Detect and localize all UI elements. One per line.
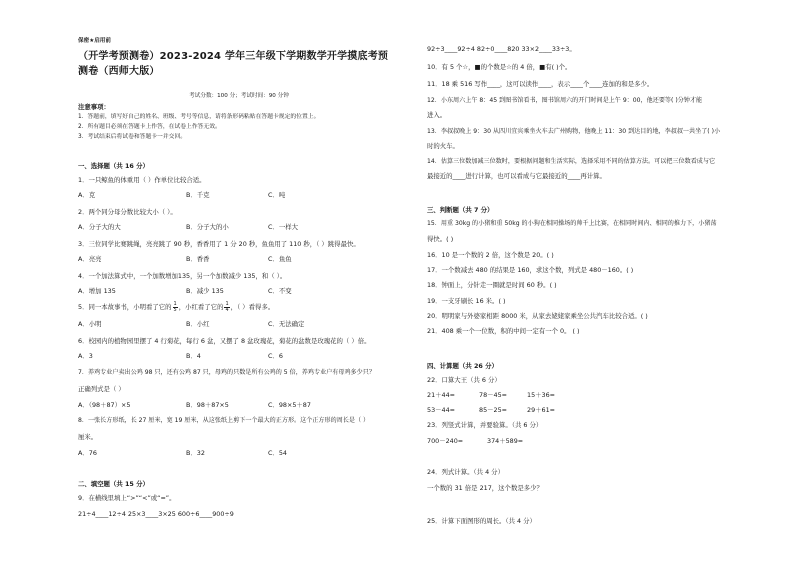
q15-line1: 15．用重 30kg 的小猪和重 50kg 的小狗在相同操场的帅千上比赛，在相同时间内、相同的推力下，小猪荡	[427, 220, 717, 227]
q14-line2: 最接近的____进行计算，也可以看成与它最接近的____再计算。	[427, 172, 606, 180]
q17: 17．一个数减去 480 的结果是 160，求这个数，列式是 480－160。( )	[427, 266, 634, 274]
q7-option-b: B．98＋87×5	[186, 401, 229, 409]
q5-stem-mid: ，小红看了它的	[178, 303, 224, 311]
q7-stem-line1: 7．养鸡专业户卖出公鸡 98 只，还有公鸡 87 只，母鸡的只数是所有公鸡的 5 倍，养鸡专业户有母鸡多少只？	[78, 369, 375, 376]
q4-option-a: A．增加 135	[78, 287, 116, 295]
q5-stem-post: ，（ ）看得多。	[230, 303, 275, 311]
note-item-2: 2．所有题目必须在答题卡上作答，在试卷上作答无效。	[78, 124, 221, 130]
section-choice-heading: 一、选择题（共 16 分）	[78, 162, 149, 170]
q23: 23．列竖式计算，并要验算。（共 6 分）	[427, 421, 543, 429]
fraction-one-fifth: $\frac{1}{5}$	[173, 300, 177, 313]
q2-stem: 2．两个同分母分数比较大小（ ）。	[78, 208, 177, 216]
q5-stem	[78, 301, 274, 313]
calc-item: 700－240=	[427, 437, 464, 445]
q6-option-a: A．3	[78, 352, 93, 360]
note-item-3: 3．考试结束后将试卷和答题卡一并交回。	[78, 134, 187, 140]
q7-option-a: A．（98＋87）×5	[78, 401, 131, 409]
calc-item: 53－44=	[427, 406, 456, 414]
q9-line1: 21÷4____12÷4 25×3____3×25 600÷6____900÷9	[78, 510, 234, 518]
q3-stem: 3．三位同学比赛跳绳，亮亮跳了 90 秒，香香用了 1 分 20 秒，鱼鱼用了 110 秒，（ ）跳得最快。	[78, 240, 360, 248]
q13-line1: 13．李叔叔晚上 9：30 从四川宜宾乘坐火车去广州购物，他晚上 11：30 到达目的地，李叔叔一共坐了( )小	[427, 128, 721, 135]
q14-line1: 14．估算三位数加减三位数时，要根据问题和生活实际，选择采用不同的估算方法。可以把三位数看成与它	[427, 158, 716, 165]
q8-option-b: B．32	[186, 449, 205, 457]
q5-stem-pre: 5．同一本故事书，小明看了它的	[78, 303, 172, 311]
q2-option-a: A．分子大的大	[78, 223, 121, 231]
exam-meta: 考试分数：100 分；考试时间：90 分钟	[189, 93, 289, 99]
q13-line2: 时的火车。	[427, 142, 459, 150]
q4-stem: 4．一个加法算式中，一个加数增加135，另一个加数减少 135，和（ ）。	[78, 272, 287, 280]
section-judge-heading: 三、判断题（共 7 分）	[427, 206, 494, 214]
calc-item: 374＋589=	[487, 437, 524, 445]
fraction-one-fourth: $\frac{1}{4}$	[225, 300, 229, 313]
q2-option-c: C．一样大	[268, 223, 299, 231]
q6-option-b: B．4	[186, 352, 201, 360]
q16: 16．10 是一个数的 2 倍，这个数是 20。( )	[427, 251, 554, 259]
q2-option-b: B．分子大的小	[186, 223, 229, 231]
q3-option-a: A．亮亮	[78, 255, 102, 263]
q25: 25．计算下面图形的周长。（共 4 分）	[427, 517, 536, 525]
q6-stem: 6．校园内的植物园里摆了 4 行菊花，每行 6 盆，又摆了 8 盆玫瑰花，菊花的盆数是玫瑰花的（ ）倍。	[78, 337, 371, 345]
q7-option-c: C．98×5＋87	[268, 401, 311, 409]
q24-stem: 一个数的 31 倍是 217，这个数是多少？	[427, 484, 543, 492]
q9-stem: 9．在横线里填上“>”“<”或“=”。	[78, 494, 176, 502]
q4-option-c: C．不变	[268, 287, 292, 295]
q18: 18．钟面上，分针走一圈就是时间 60 秒。( )	[427, 281, 557, 289]
q1-option-a: A．克	[78, 191, 96, 199]
calc-item: 29＋61=	[527, 406, 556, 414]
q21: 21．408 乘一个一位数，积的中间一定有一个 0。 ( )	[427, 327, 580, 335]
q8-option-a: A．76	[78, 449, 97, 457]
q1-option-b: B．千克	[186, 191, 210, 199]
q1-option-c: C．吨	[268, 191, 286, 199]
q7-stem-line2: 正确列式是（ ）	[78, 385, 125, 393]
note-item-1: 1．答题前，填写好自己的姓名、班级、考号等信息，请将条形码粘贴在答题卡规定的位置上。	[78, 114, 320, 120]
q10: 10．有 5 个☆，■的个数是☆的 4 倍，■有( )个。	[427, 63, 572, 71]
q11: 11．18 乘 516 写作____，这可以读作____，表示____个____连加的和是多少。	[427, 80, 654, 88]
confidential-label: 保密★启用前	[78, 38, 111, 44]
q6-option-c: C．6	[268, 352, 283, 360]
q15-line2: 得快。( )	[427, 235, 454, 243]
q12-line1: 12．小东周六上午 8：45 到图书馆看书，图书馆周六的开门时间是上午 9：00，他还要等( )分钟才能	[427, 97, 703, 104]
q8-option-c: C．54	[268, 449, 287, 457]
q1-stem: 1．一只鲸鱼的体重用（ ）作单位比较合适。	[78, 176, 206, 184]
calc-item: 78－45=	[479, 391, 508, 399]
q9-line2: 92÷3____92÷4 82÷0____820 33×2____33÷3。	[427, 45, 576, 53]
section-calc-heading: 四、计算题（共 26 分）	[427, 362, 498, 370]
q3-option-c: C．鱼鱼	[268, 255, 292, 263]
section-fill-heading: 二、填空题（共 15 分）	[78, 480, 149, 488]
q24: 24．列式计算。（共 4 分）	[427, 468, 504, 476]
calc-item: 15＋36=	[527, 391, 556, 399]
notes-heading: 注意事项：	[78, 103, 110, 111]
q5-option-b: B．小红	[186, 320, 210, 328]
q5-option-a: A．小明	[78, 320, 102, 328]
q3-option-b: B．香香	[186, 255, 210, 263]
calc-item: 85－25=	[479, 406, 508, 414]
q19: 19．一支牙刷长 16 米。( )	[427, 297, 506, 305]
q8-stem-line2: 厘米。	[78, 433, 98, 441]
q5-option-c: C．无法确定	[268, 320, 305, 328]
q4-option-b: B．减少 135	[186, 287, 224, 295]
q12-line2: 进入。	[427, 111, 447, 119]
q8-stem-line1: 8．一张长方形纸，长 27 厘米，宽 19 厘米，从这张纸上剪下一个最大的正方形。这个正方形的周长是（ ）	[78, 417, 370, 424]
exam-title: （开学考预测卷）2023-2024 学年三年级下学期数学开学摸底考预测卷（西师大版）	[78, 51, 389, 77]
calc-item: 21＋44=	[427, 391, 456, 399]
q20: 20．明明家与外婆家相距 8000 米，从家去姥姥家乘坐公共汽车比较合适。( )	[427, 312, 648, 320]
q22: 22．口算大王（共 6 分）	[427, 376, 501, 384]
